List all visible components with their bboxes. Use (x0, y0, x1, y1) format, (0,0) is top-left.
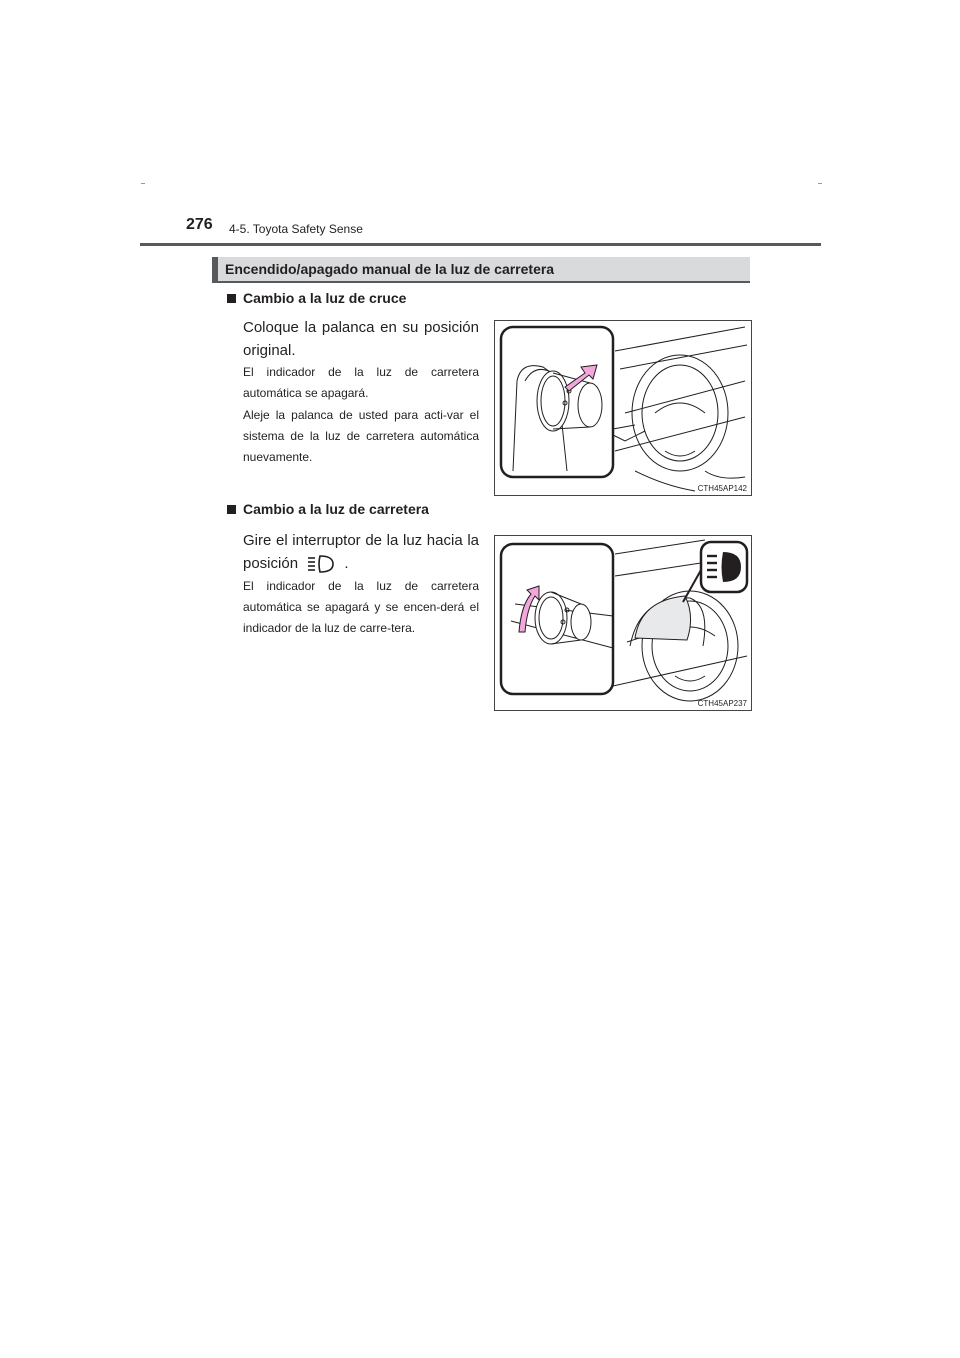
section-title: Encendido/apagado manual de la luz de carretera (225, 261, 555, 277)
crop-mark-left (141, 183, 145, 184)
lever-illustration (495, 321, 751, 495)
instruction-text: Gire el interruptor de la luz hacia la posición (243, 532, 479, 572)
breadcrumb: 4-5. Toyota Safety Sense (229, 222, 363, 236)
instruction-low-beam: Coloque la palanca en su posición original. (243, 319, 479, 359)
note-text: El indicador de la luz de carretera automática se apagará y se encen-derá el indicador de la luz de carre-tera. (243, 579, 479, 635)
instruction-end: . (344, 555, 349, 572)
subheading-low-beam (227, 290, 406, 306)
note-text: Aleje la palanca de usted para acti-var el sistema de la luz de carretera automática nuevamente. (243, 408, 479, 464)
figure-code: CTH45AP142 (697, 484, 747, 493)
note-text: El indicador de la luz de carretera automática se apagará. (243, 365, 479, 400)
square-bullet-icon (227, 505, 236, 514)
instruction-high-beam (243, 529, 479, 575)
crop-mark-right (818, 183, 822, 184)
section-underline (212, 281, 750, 283)
header-rule (140, 243, 821, 246)
section-accent (212, 257, 218, 283)
figure-low-beam (494, 320, 752, 496)
subheading-text: Cambio a la luz de cruce (243, 290, 407, 306)
subheading-text: Cambio a la luz de carretera (243, 501, 429, 517)
figure-code: CTH45AP237 (697, 699, 747, 708)
switch-illustration (495, 536, 751, 710)
section-title-bar (212, 257, 750, 283)
high-beam-icon (306, 554, 336, 574)
page-number: 276 (186, 216, 213, 233)
figure-high-beam (494, 535, 752, 711)
subheading-high-beam (227, 501, 429, 517)
square-bullet-icon (227, 294, 236, 303)
